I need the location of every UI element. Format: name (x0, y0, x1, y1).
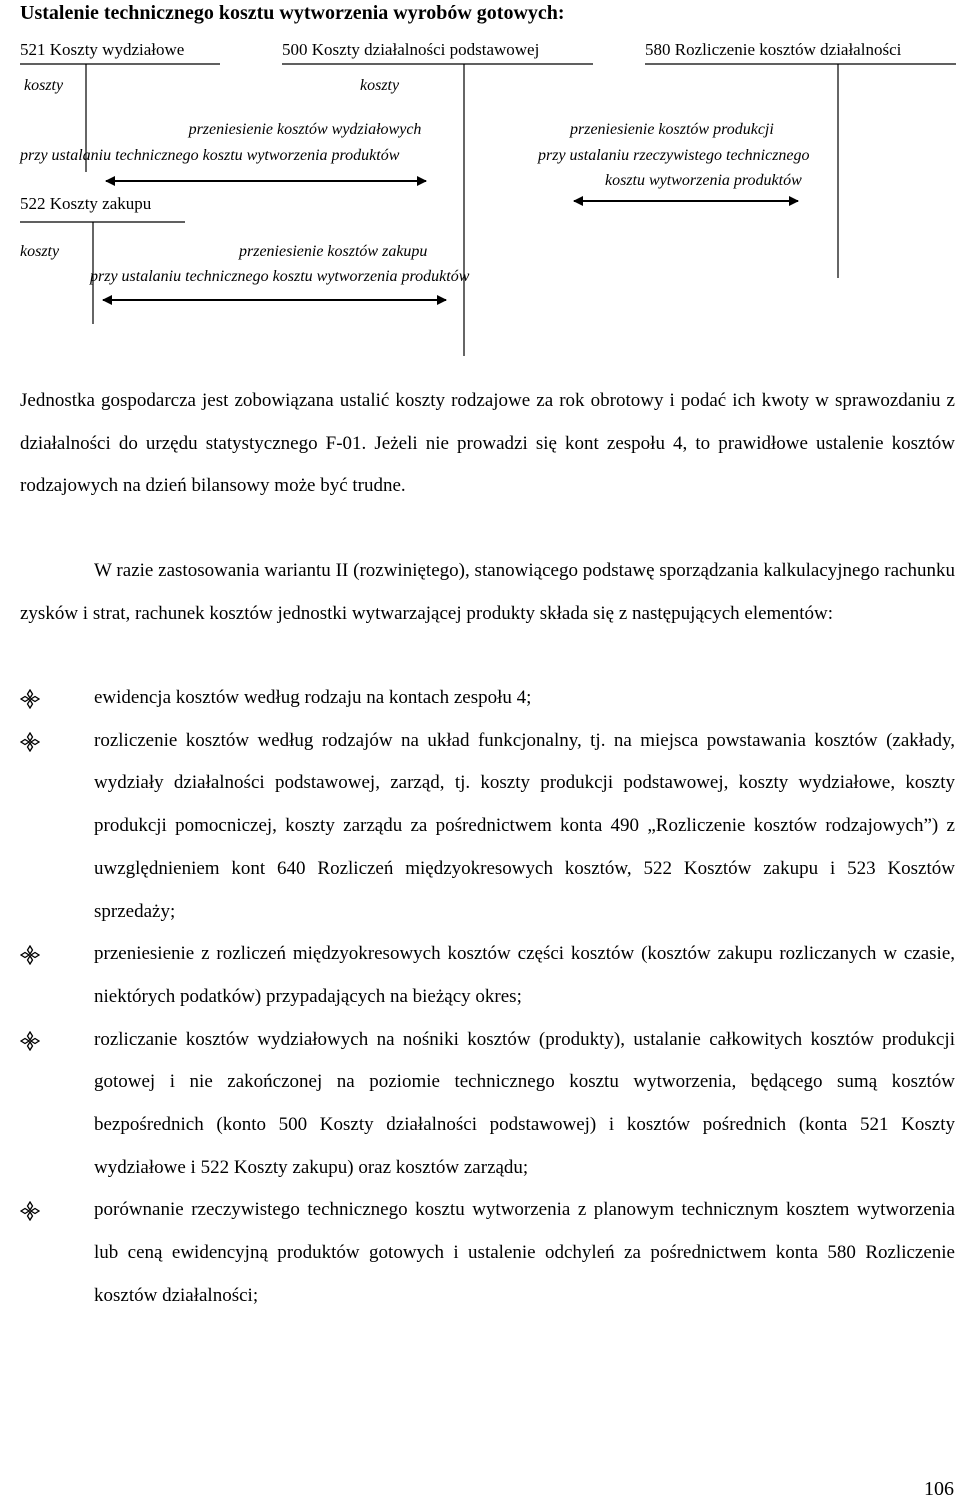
diamond-bullet-icon (20, 689, 40, 709)
account-522-label: 522 Koszty zakupu (20, 194, 152, 213)
arrow3-label-line1: przeniesienie kosztów zakupu (239, 243, 428, 260)
list-item (20, 720, 955, 934)
account-521-side-label: koszty (24, 77, 64, 94)
account-521-label: 521 Koszty wydziałowe (20, 40, 185, 59)
arrow2-label-line1: przeniesienie kosztów produkcji (570, 121, 774, 138)
arrow2-label-line2: przy ustalaniu rzeczywistego technicznego (538, 147, 810, 164)
arrow2-label-line3: kosztu wytworzenia produktów (605, 172, 802, 189)
list-item (20, 1019, 955, 1190)
account-580-label: 580 Rozliczenie kosztów działalności (645, 40, 902, 59)
list-item (20, 1189, 955, 1317)
list-item-text: porównanie rzeczywistego technicznego kosztu wytworzenia z planowym technicznym kosztem wytworzenia lub ceną ewidencyjną produktów gotowych i ustalenie odchyleń za pośrednictwem konta 580 Rozliczenie kosztów działalności; (94, 1199, 955, 1306)
list-item-text: ewidencja kosztów według rodzaju na kontach zespołu 4; (94, 687, 532, 708)
diamond-bullet-icon (20, 945, 40, 965)
diamond-bullet-icon (20, 1201, 40, 1221)
diamond-bullet-icon (20, 1031, 40, 1051)
account-522-side-label: koszty (20, 243, 60, 260)
arrow1-label-line2: przy ustalaniu technicznego kosztu wytworzenia produktów (20, 147, 400, 164)
paragraph-intro: Jednostka gospodarcza jest zobowiązana ustalić koszty rodzajowe za rok obrotowy i podać ich kwoty w sprawozdaniu z działalności do urzędu statystycznego F-01. Jeżeli nie prowadzi się kont zespołu 4, to prawidłowe ustalenie kosztów rodzajowych na dzień bilansowy może być trudne. (20, 390, 955, 496)
list-item-text: rozliczenie kosztów według rodzajów na układ funkcjonalny, tj. na miejsca powstawania kosztów (zakłady, wydziały działalności podstawowej, zarząd, tj. koszty produkcji podstawowej, koszty wydziałowe, koszty produkcji pomocniczej, koszty zarządu za pośrednictwem konta 490 „Rozliczenie kosztów rodzajowych”) z uwzględnieniem kont 640 Rozliczeń międzyokresowych kosztów, 522 Kosztów zakupu i 523 Kosztów sprzedaży; (94, 729, 955, 922)
elements-list (20, 677, 955, 1318)
list-item-text: rozliczanie kosztów wydziałowych na nośniki kosztów (produkty), ustalanie całkowitych kosztów produkcji gotowej i nie zakończonej na poziomie technicznego kosztu wytworzenia, będącego sumą kosztów bezpośrednich (konto 500 Koszty działalności podstawowej) i kosztów pośrednich (konta 521 Koszty wydziałowe i 522 Koszty zakupu) oraz kosztów zarządu; (94, 1028, 955, 1178)
page-number: 106 (924, 1478, 954, 1500)
list-item (20, 677, 955, 720)
list-item (20, 933, 955, 1018)
paragraph-variant-ii: W razie zastosowania wariantu II (rozwiniętego), stanowiącego podstawę sporządzania kalkulacyjnego rachunku zysków i strat, rachunek kosztów jednostki wytwarzającej produkty składa się z następujących elementów: (20, 560, 955, 624)
arrow1-label-line1: przeniesienie kosztów wydziałowych (188, 121, 422, 138)
diamond-bullet-icon (20, 732, 40, 752)
page-title: Ustalenie technicznego kosztu wytworzenia wyrobów gotowych: (20, 2, 565, 24)
arrow3-label-line2: przy ustalaniu technicznego kosztu wytworzenia produktów (90, 268, 470, 285)
list-item-text: przeniesienie z rozliczeń międzyokresowych kosztów części kosztów (kosztów zakupu rozliczanych w czasie, niektórych podatków) przypadających na bieżący okres; (94, 943, 955, 1007)
account-500-label: 500 Koszty działalności podstawowej (282, 40, 540, 59)
account-500-side-label: koszty (360, 77, 400, 94)
